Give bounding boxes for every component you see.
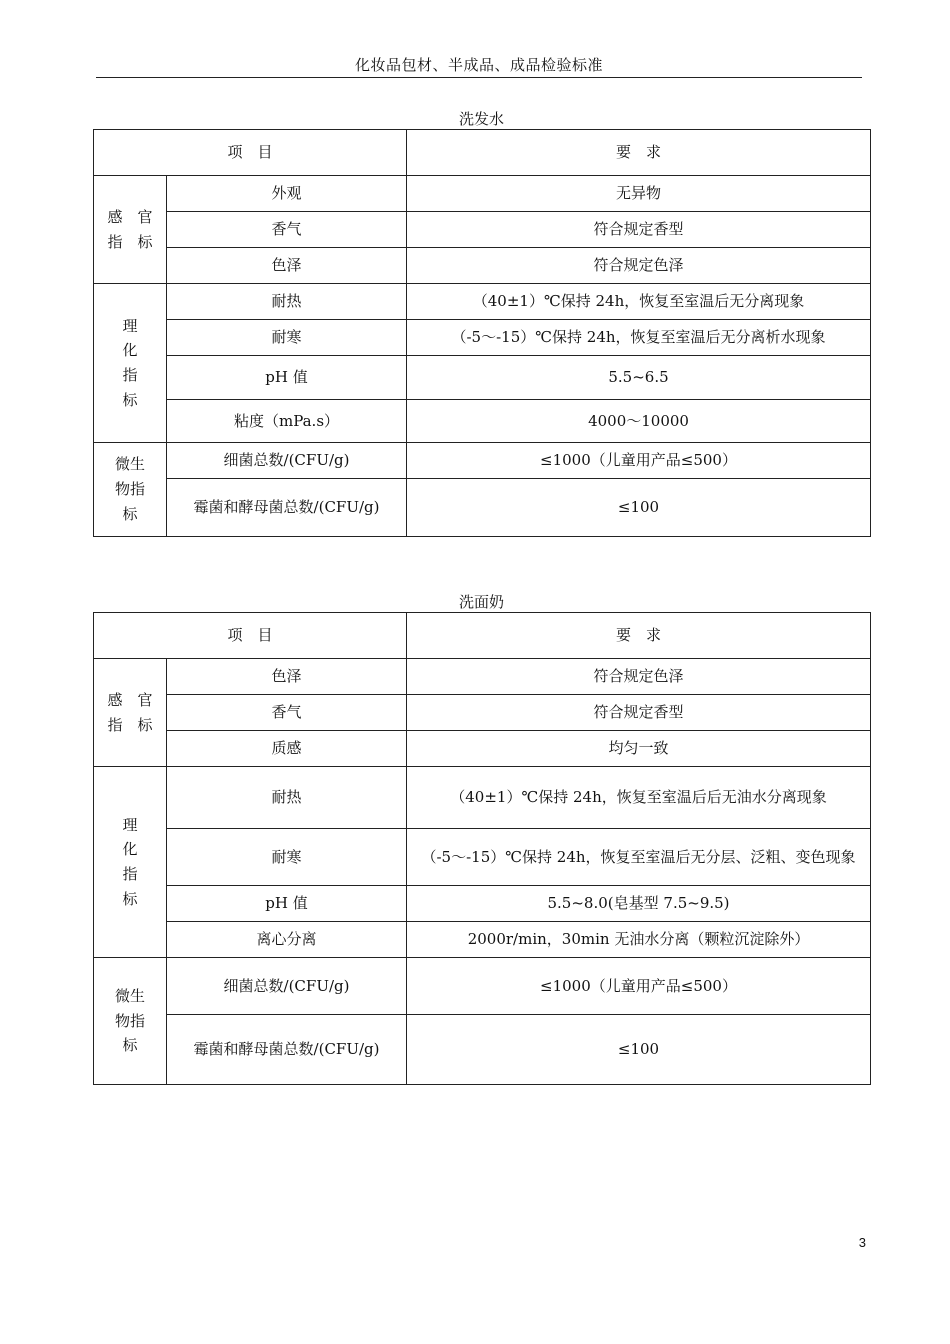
category-sensory: 感 官 指 标: [94, 176, 167, 284]
category-microbiological: 微生 物指 标: [94, 958, 167, 1085]
table-row: [94, 248, 871, 284]
header-requirement: 要 求: [407, 613, 871, 659]
page-header-title: 化妆品包材、半成品、成品检验标准: [354, 56, 603, 74]
category-microbiological: 微生 物指 标: [94, 443, 167, 537]
table-row: [94, 400, 871, 443]
category-sensory: 感 官 指 标: [94, 659, 167, 767]
item-cell: pH 值: [167, 886, 407, 922]
requirement-cell: ≤100: [407, 1015, 871, 1085]
spec-table-shampoo: [93, 129, 871, 537]
item-cell: 色泽: [167, 659, 407, 695]
requirement-cell: （-5～-15）℃保持 24h，恢复至室温后无分离析水现象: [407, 320, 871, 356]
item-cell: 外观: [167, 176, 407, 212]
requirement-cell: 符合规定香型: [407, 695, 871, 731]
requirement-cell: 符合规定香型: [407, 212, 871, 248]
requirement-cell: （40±1）℃保持 24h，恢复至室温后后无油水分离现象: [407, 767, 871, 829]
table-header-row: [94, 613, 871, 659]
table-row: [94, 1015, 871, 1085]
item-cell: 离心分离: [167, 922, 407, 958]
table-row: [94, 922, 871, 958]
requirement-cell: 符合规定色泽: [407, 248, 871, 284]
table-row: [94, 356, 871, 400]
page-number: 3: [858, 1235, 866, 1250]
table-row: [94, 767, 871, 829]
item-cell: 色泽: [167, 248, 407, 284]
table-row: [94, 320, 871, 356]
table-row: [94, 695, 871, 731]
header-requirement: 要 求: [407, 130, 871, 176]
item-cell: 香气: [167, 695, 407, 731]
requirement-cell: ≤100: [407, 479, 871, 537]
spec-table-facial-cleanser: [93, 612, 871, 1085]
item-cell: 细菌总数/(CFU/g): [167, 958, 407, 1015]
table-row: [94, 886, 871, 922]
requirement-cell: 4000～10000: [407, 400, 871, 443]
table-row: [94, 958, 871, 1015]
table-row: [94, 659, 871, 695]
table-header-row: [94, 130, 871, 176]
item-cell: 粘度（mPa.s）: [167, 400, 407, 443]
table-row: [94, 212, 871, 248]
header-rule: [96, 77, 862, 78]
category-physicochemical: 理 化 指 标: [94, 767, 167, 958]
item-cell: 霉菌和酵母菌总数/(CFU/g): [167, 1015, 407, 1085]
requirement-cell: 5.5~6.5: [407, 356, 871, 400]
item-cell: pH 值: [167, 356, 407, 400]
table-row: [94, 829, 871, 886]
requirement-cell: 无异物: [407, 176, 871, 212]
item-cell: 耐热: [167, 767, 407, 829]
header-item: 项 目: [94, 130, 407, 176]
category-physicochemical: 理 化 指 标: [94, 284, 167, 443]
table-row: [94, 284, 871, 320]
header-item: 项 目: [94, 613, 407, 659]
table-caption-shampoo: 洗发水: [458, 110, 504, 128]
requirement-cell: 2000r/min，30min 无油水分离（颗粒沉淀除外）: [407, 922, 871, 958]
requirement-cell: （-5～-15）℃保持 24h，恢复至室温后无分层、泛粗、变色现象: [407, 829, 871, 886]
item-cell: 耐热: [167, 284, 407, 320]
item-cell: 耐寒: [167, 320, 407, 356]
table-row: [94, 479, 871, 537]
item-cell: 细菌总数/(CFU/g): [167, 443, 407, 479]
requirement-cell: （40±1）℃保持 24h，恢复至室温后无分离现象: [407, 284, 871, 320]
requirement-cell: ≤1000（儿童用产品≤500）: [407, 443, 871, 479]
item-cell: 耐寒: [167, 829, 407, 886]
item-cell: 香气: [167, 212, 407, 248]
item-cell: 霉菌和酵母菌总数/(CFU/g): [167, 479, 407, 537]
table-row: [94, 731, 871, 767]
table-caption-facial-cleanser: 洗面奶: [458, 593, 504, 611]
item-cell: 质感: [167, 731, 407, 767]
requirement-cell: ≤1000（儿童用产品≤500）: [407, 958, 871, 1015]
requirement-cell: 5.5~8.0(皂基型 7.5~9.5): [407, 886, 871, 922]
table-row: [94, 176, 871, 212]
requirement-cell: 均匀一致: [407, 731, 871, 767]
requirement-cell: 符合规定色泽: [407, 659, 871, 695]
table-row: [94, 443, 871, 479]
